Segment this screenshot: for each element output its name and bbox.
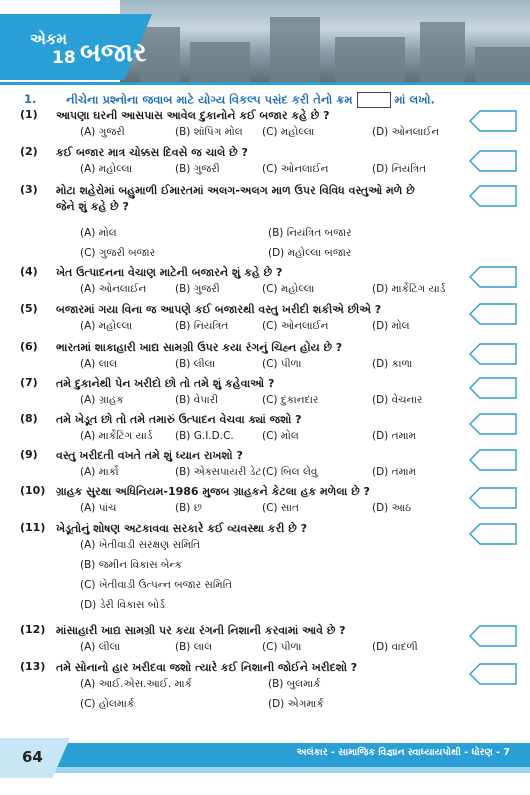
option-d: (D) વાદળી xyxy=(372,641,418,653)
chapter-header xyxy=(0,0,530,85)
option-d: (D) આઠ xyxy=(372,502,412,514)
question-number: (10) xyxy=(20,484,46,497)
option-d: (D) ઓનલાઈન xyxy=(372,126,440,138)
page-number: 64 xyxy=(22,748,43,766)
option-b: (B) વેપારી xyxy=(175,394,219,406)
option-c: (C) પીળા xyxy=(262,358,302,370)
question-text: ગ્રાહક સુરક્ષા અધિનિયમ-1986 મુજબ ગ્રાહકને કેટલા હક મળેલા છે ? xyxy=(56,485,370,498)
option-a: (A) મોલ xyxy=(80,227,117,239)
question-text: કઈ બજાર માત્ર ચોક્કસ દિવસે જ ચાલે છે ? xyxy=(56,146,248,159)
option-a: (A) લીલા xyxy=(80,641,121,653)
option-a: (A) માર્કો xyxy=(80,466,119,478)
unit-number: 18 xyxy=(52,48,76,68)
option-a: (A) પાંચ xyxy=(80,502,117,514)
option-b: (B) જમીન વિકાસ બેન્ક xyxy=(80,559,183,571)
option-b: (B) ગુજરી xyxy=(175,283,220,295)
question-text: આપણા ઘરની આસપાસ આવેલ દુકાનોને કઈ બજાર કહે છે ? xyxy=(56,109,330,122)
question-number: (6) xyxy=(20,340,38,353)
question-text: તમે સોનાનો હાર ખરીદવા જશો ત્યારે કઈ નિશાની જોઈને ખરીદશો ? xyxy=(56,661,358,674)
option-c: (C) સાત xyxy=(262,502,299,514)
answer-box[interactable] xyxy=(468,150,518,172)
question-number: (11) xyxy=(20,521,46,534)
option-d: (D) મોલ xyxy=(372,320,410,332)
option-c: (C) હોલમાર્ક xyxy=(80,698,135,710)
answer-box[interactable] xyxy=(468,625,518,647)
answer-box[interactable] xyxy=(468,663,518,685)
footer-band-light xyxy=(0,767,530,773)
option-a: (A) ગ્રાહક xyxy=(80,394,124,406)
answer-box[interactable] xyxy=(468,343,518,365)
option-d: (D) તમામ xyxy=(372,430,416,442)
instruction-text-before: નીચેના પ્રશ્નોના જવાબ માટે યોગ્ય વિકલ્પ પસંદ કરી તેનો ક્રમ xyxy=(66,92,353,107)
option-d: (D) કાળા xyxy=(372,358,413,370)
question-number: (8) xyxy=(20,412,38,425)
option-d: (D) તમામ xyxy=(372,466,416,478)
question-text: તમે ખેડૂત છો તો તમે તમારું ઉત્પાદન વેચવા ક્યાં જશો ? xyxy=(56,413,302,426)
unit-title: બજાર xyxy=(80,38,147,68)
option-c: (C) મહોલ્લા xyxy=(262,283,315,295)
option-a: (A) માર્કેટિંગ યાર્ડ xyxy=(80,430,153,442)
option-d: (D) નિયંત્રિત xyxy=(372,163,427,175)
answer-box[interactable] xyxy=(468,266,518,288)
option-a: (A) ખેતીવાડી સંરક્ષણ સમિતિ xyxy=(80,539,201,551)
option-a: (A) ઓનલાઈન xyxy=(80,283,147,295)
answer-box[interactable] xyxy=(468,413,518,435)
question-number: (2) xyxy=(20,145,38,158)
question-text: ખેત ઉત્પાદનના વેચાણ માટેની બજારને શું કહે છે ? xyxy=(56,266,283,279)
option-d: (D) વેચનાર xyxy=(372,394,423,406)
option-d: (D) ડેરી વિકાસ બોર્ડ xyxy=(80,599,165,611)
answer-box[interactable] xyxy=(468,377,518,399)
option-c: (C) મહોલ્લા xyxy=(262,126,315,138)
header-divider xyxy=(0,82,530,85)
question-text: ભારતમાં શાકાહારી ખાદ્ય સામગ્રી ઉપર કયા રંગનું ચિહ્ન હોય છે ? xyxy=(56,341,343,354)
option-d: (D) એગમાર્ક xyxy=(268,698,324,710)
option-b: (B) G.I.D.C. xyxy=(175,430,234,442)
question-number: (3) xyxy=(20,183,38,196)
option-b: (B) લાલ xyxy=(175,641,213,653)
option-d: (D) મહોલ્લા બજાર xyxy=(268,247,352,259)
option-c: (C) ઓનલાઈન xyxy=(262,163,329,175)
instruction-number: 1. xyxy=(24,92,37,106)
option-b: (B) લીલા xyxy=(175,358,216,370)
option-c: (C) મોલ xyxy=(262,430,299,442)
option-b: (B) બુલમાર્ક xyxy=(268,678,321,690)
question-number: (4) xyxy=(20,265,38,278)
option-b: (B) નિયંત્રિત બજાર xyxy=(268,227,352,239)
question-text: ખેડૂતોનું શોષણ અટકાવવા સરકારે કઈ વ્યવસ્થા કરી છે ? xyxy=(56,522,307,535)
unit-tag: એકમ xyxy=(30,30,68,48)
option-a: (A) મહોલ્લા xyxy=(80,163,133,175)
question-number: (5) xyxy=(20,302,38,315)
question-text: બજારમાં ગયા વિના જ આપણે કઈ બજારથી વસ્તુ ખરીદી શકીએ છીએ ? xyxy=(56,303,382,316)
option-c: (C) ઓનલાઈન xyxy=(262,320,329,332)
option-a: (A) લાલ xyxy=(80,358,118,370)
option-a: (A) ગુજરી xyxy=(80,126,125,138)
instruction-text-after: માં લખો. xyxy=(394,92,435,107)
question-text: તમે દુકાનેથી પેન ખરીદો છો તો તમે શું કહેવાઓ ? xyxy=(56,377,275,390)
answer-box[interactable] xyxy=(468,110,518,132)
answer-box[interactable] xyxy=(468,487,518,509)
question-number: (7) xyxy=(20,376,38,389)
option-c: (C) ગુજરી બજાર xyxy=(80,247,156,259)
question-text: વસ્તુ ખરીદતી વખતે તમે શું ધ્યાન રાખશો ? xyxy=(56,449,243,462)
question-number: (12) xyxy=(20,623,46,636)
option-b: (B) એક્સપાયરી ડેટ xyxy=(175,466,262,478)
answer-box[interactable] xyxy=(468,449,518,471)
option-b: (B) નિયંત્રિત xyxy=(175,320,229,332)
question-number: (9) xyxy=(20,448,38,461)
page-footer xyxy=(0,738,530,795)
question-number: (1) xyxy=(20,108,38,121)
question-text: માંસાહારી ખાદ્ય સામગ્રી પર કયા રંગની નિશાની કરવામાં આવે છે ? xyxy=(56,624,346,637)
option-b: (B) છ xyxy=(175,502,202,514)
market-banner-image xyxy=(120,0,530,82)
instruction-text xyxy=(66,92,435,108)
question-text: મોટા શહેરોમાં બહુમાળી ઈમારતમાં અલગ-અલગ માળ ઉપર વિવિધ વસ્તુઓ મળે છે જેને શું કહે છે ? xyxy=(56,184,415,213)
option-c: (C) ખેતીવાડી ઉત્પન્ન બજાર સમિતિ xyxy=(80,579,233,591)
option-b: (B) ગુજરી xyxy=(175,163,220,175)
answer-box-sample xyxy=(357,92,391,108)
book-title: અલંકાર - સામાજિક વિજ્ઞાન સ્વાધ્યાયપોથી - ધોરણ - 7 xyxy=(296,747,510,758)
question-number: (13) xyxy=(20,660,46,673)
option-b: (B) શૉપિંગ મોલ xyxy=(175,126,243,138)
option-a: (A) મહોલ્લા xyxy=(80,320,133,332)
option-c: (C) બિલ લેવું xyxy=(262,466,318,478)
option-c: (C) પીળા xyxy=(262,641,302,653)
answer-box[interactable] xyxy=(468,185,518,207)
answer-box[interactable] xyxy=(468,303,518,325)
option-c: (C) દુકાનદાર xyxy=(262,394,319,406)
answer-box[interactable] xyxy=(468,523,518,545)
option-d: (D) માર્કેટિંગ યાર્ડ xyxy=(372,283,446,295)
option-a: (A) આઈ.એસ.આઈ. માર્ક xyxy=(80,678,192,690)
